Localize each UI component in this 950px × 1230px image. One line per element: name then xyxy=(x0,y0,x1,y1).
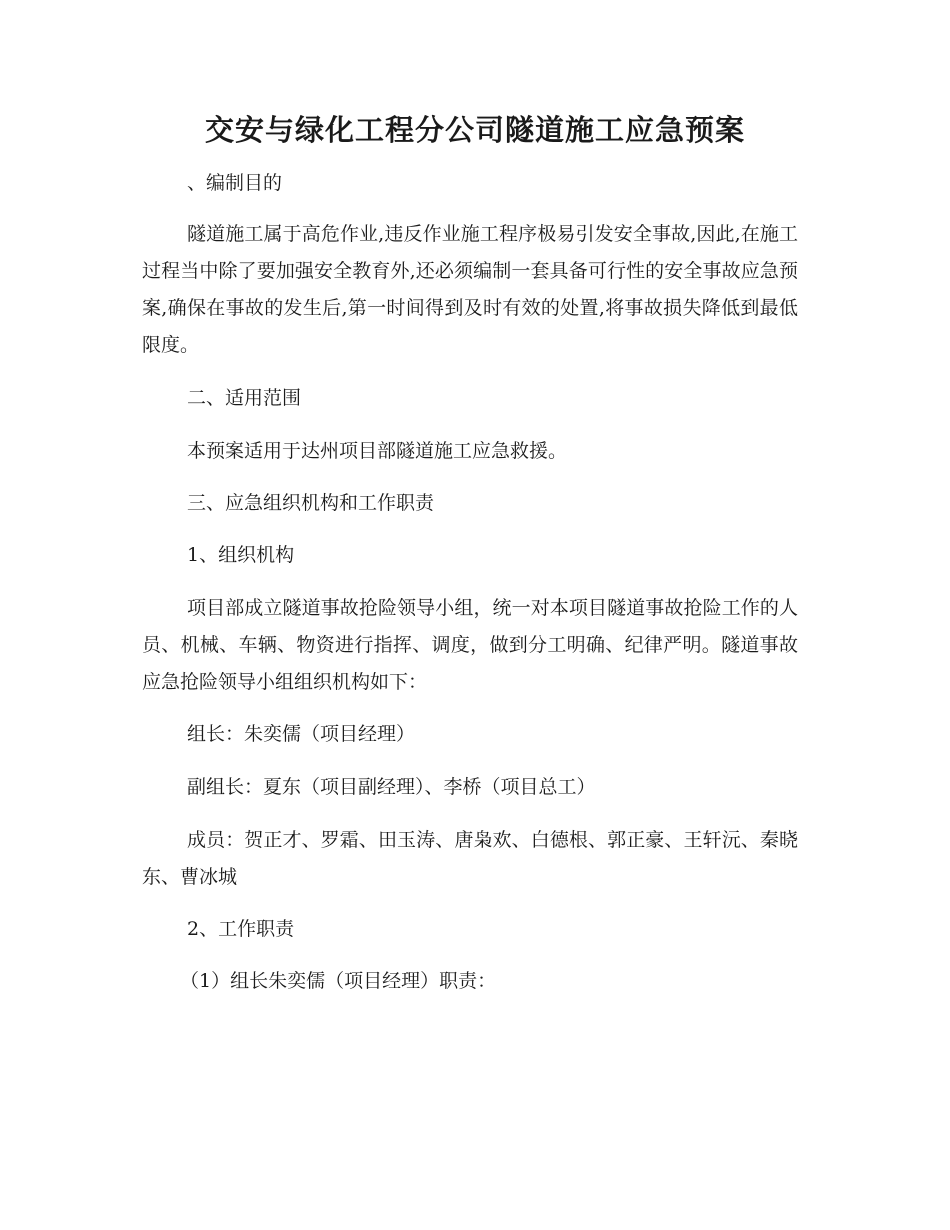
duties-heading: 2、工作职责 xyxy=(187,918,295,940)
organization-structure-paragraph: 项目部成立隧道事故抢险领导小组，统一对本项目隧道事故抢险工作的人员、机械、车辆、物资进行指挥、调度，做到分工明确、纪律严明。隧道事故应急抢险领导小组组织机构如下： xyxy=(142,597,798,693)
scope-heading: 二、适用范围 xyxy=(187,387,302,409)
document-title: 交安与绿化工程分公司隧道施工应急预案 xyxy=(204,113,745,147)
deputy-leader-line: 副组长：夏东（项目副经理）、李桥（项目总工） xyxy=(187,776,596,798)
purpose-heading: 、编制目的 xyxy=(187,172,283,194)
leader-duties-heading: （1）组长朱奕儒（项目经理）职责： xyxy=(180,970,497,992)
team-leader-line: 组长：朱奕儒（项目经理） xyxy=(187,723,416,745)
organization-structure-heading: 1、组织机构 xyxy=(187,544,295,566)
members-paragraph: 成员：贺正才、罗霜、田玉涛、唐枭欢、白德根、郭正豪、王轩沅、秦晓东、曹冰城 xyxy=(142,829,798,888)
scope-paragraph: 本预案适用于达州项目部隧道施工应急救援。 xyxy=(187,440,568,462)
organization-heading: 三、应急组织机构和工作职责 xyxy=(187,492,435,514)
purpose-paragraph: 隧道施工属于高危作业,违反作业施工程序极易引发安全事故,因此,在施工过程当中除了要加强安全教育外,还必须编制一套具备可行性的安全事故应急预案,确保在事故的发生后,第一时间得到及时有效的处置,将事故损失降低到最低限度。 xyxy=(142,223,798,356)
